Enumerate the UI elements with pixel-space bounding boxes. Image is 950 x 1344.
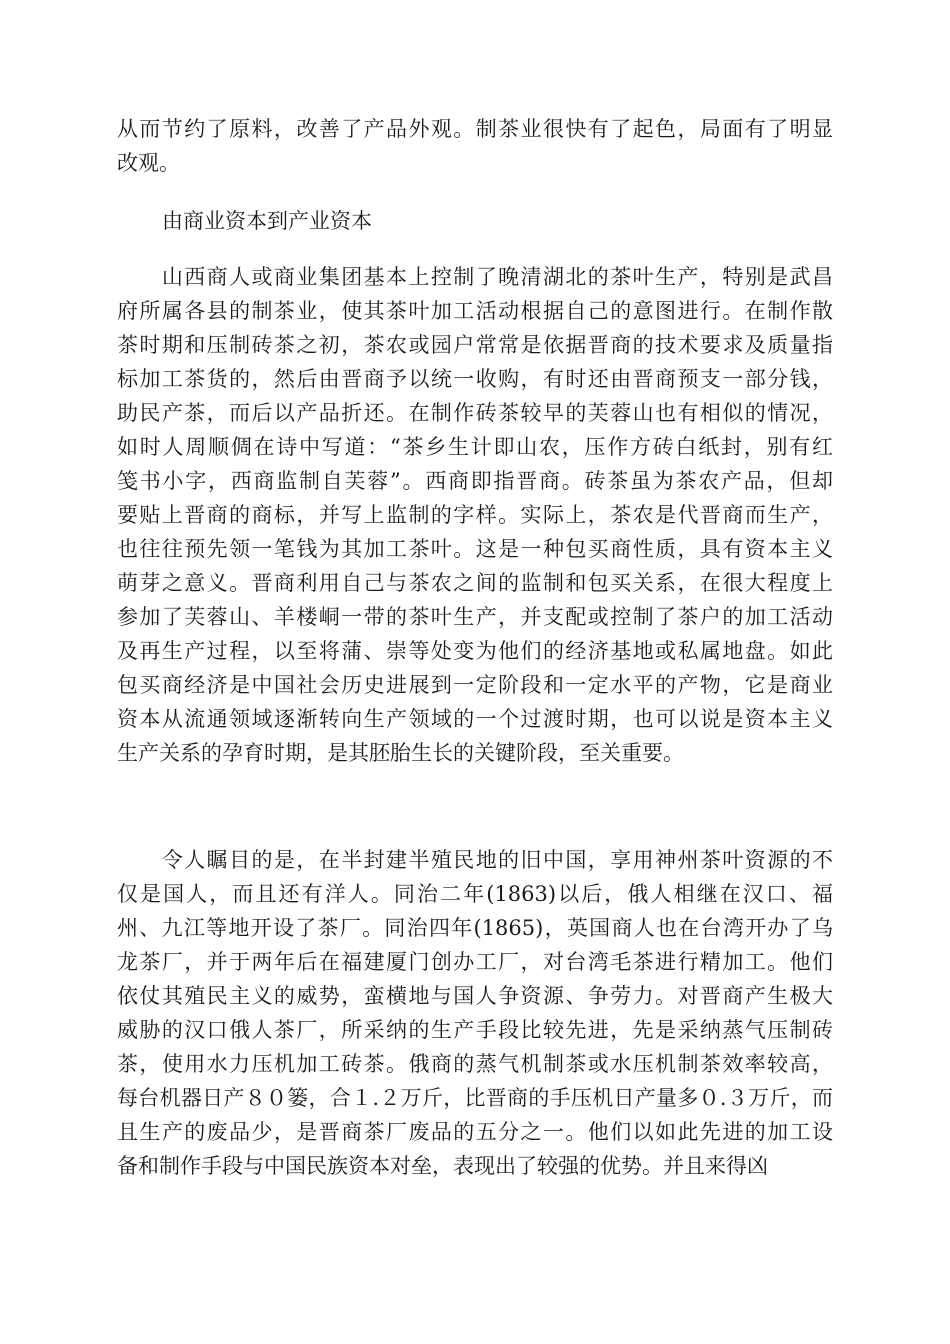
text-line: 依仗其殖民主义的威势，蛮横地与国人争资源、争劳力。对晋商产生极大 bbox=[117, 984, 833, 1008]
text-line: 从而节约了原料，改善了产品外观。制茶业很快有了起色，局面有了明显 bbox=[117, 117, 833, 141]
text-line: 及再生产过程，以至将蒲、崇等处变为他们的经济基地或私属地盘。如此 bbox=[117, 639, 833, 663]
text-line: 威胁的汉口俄人茶厂，所采纳的生产手段比较先进，先是采纳蒸气压制砖 bbox=[117, 1018, 833, 1042]
paragraph-foreign-competition bbox=[117, 843, 833, 1183]
text-line: 资本从流通领域逐渐转向生产领域的一个过渡时期，也可以说是资本主义 bbox=[117, 707, 833, 731]
text-line: 也往往预先领一笔钱为其加工茶叶。这是一种包买商性质，具有资本主义 bbox=[117, 537, 833, 561]
paragraph-shanxi-merchants bbox=[117, 260, 833, 770]
heading-text: 由商业资本到产业资本 bbox=[162, 209, 372, 233]
paragraph-intro-continuation bbox=[117, 112, 833, 180]
text-line: 助民产茶，而后以产品折还。在制作砖茶较早的芙蓉山也有相似的情况， bbox=[117, 401, 833, 425]
text-line: 茶时期和压制砖茶之初，茶农或园户常常是依据晋商的技术要求及质量指 bbox=[117, 333, 833, 357]
text-line: 如时人周顺倜在诗中写道：“茶乡生计即山农，压作方砖白纸封，别有红 bbox=[117, 435, 833, 459]
text-line: 山西商人或商业集团基本上控制了晚清湖北的茶叶生产，特别是武昌 bbox=[117, 265, 833, 289]
text-line: 州、九江等地开设了茶厂。同治四年(1865)，英国商人也在台湾开办了乌 bbox=[117, 916, 833, 940]
text-line: 要贴上晋商的商标，并写上监制的字样。实际上，茶农是代晋商而生产， bbox=[117, 503, 833, 527]
text-line: 龙茶厂，并于两年后在福建厦门创办工厂，对台湾毛茶进行精加工。他们 bbox=[117, 950, 833, 974]
text-line: 生产关系的孕育时期，是其胚胎生长的关键阶段，至关重要。 bbox=[117, 741, 684, 765]
text-line: 萌芽之意义。晋商利用自己与茶农之间的监制和包买关系，在很大程度上 bbox=[117, 571, 833, 595]
text-line: 笺书小字，西商监制自芙蓉”。西商即指晋商。砖茶虽为茶农产品，但却 bbox=[117, 469, 833, 493]
text-line: 且生产的废品少，是晋商茶厂废品的五分之一。他们以如此先进的加工设 bbox=[117, 1120, 833, 1144]
text-line: 包买商经济是中国社会历史进展到一定阶段和一定水平的产物，它是商业 bbox=[117, 673, 833, 697]
text-line: 府所属各县的制茶业，使其茶叶加工活动根据自己的意图进行。在制作散 bbox=[117, 299, 833, 323]
text-line: 参加了芙蓉山、羊楼峒一带的茶叶生产，并支配或控制了茶户的加工活动 bbox=[117, 605, 833, 629]
text-line: 改观。 bbox=[117, 151, 180, 175]
text-line: 茶，使用水力压机加工砖茶。俄商的蒸气机制茶或水压机制茶效率较高， bbox=[117, 1052, 833, 1076]
text-line: 标加工茶货的，然后由晋商予以统一收购，有时还由晋商预支一部分钱， bbox=[117, 367, 833, 391]
section-heading bbox=[117, 204, 833, 238]
text-line: 备和制作手段与中国民族资本对垒，表现出了较强的优势。并且来得凶 bbox=[117, 1154, 768, 1178]
text-line: 仅是国人，而且还有洋人。同治二年(1863)以后，俄人相继在汉口、福 bbox=[117, 882, 833, 906]
text-line: 每台机器日产８０篓，合１.２万斤，比晋商的手压机日产量多０.３万斤，而 bbox=[117, 1086, 833, 1110]
text-line: 令人瞩目的是，在半封建半殖民地的旧中国，享用神州茶叶资源的不 bbox=[117, 848, 833, 872]
